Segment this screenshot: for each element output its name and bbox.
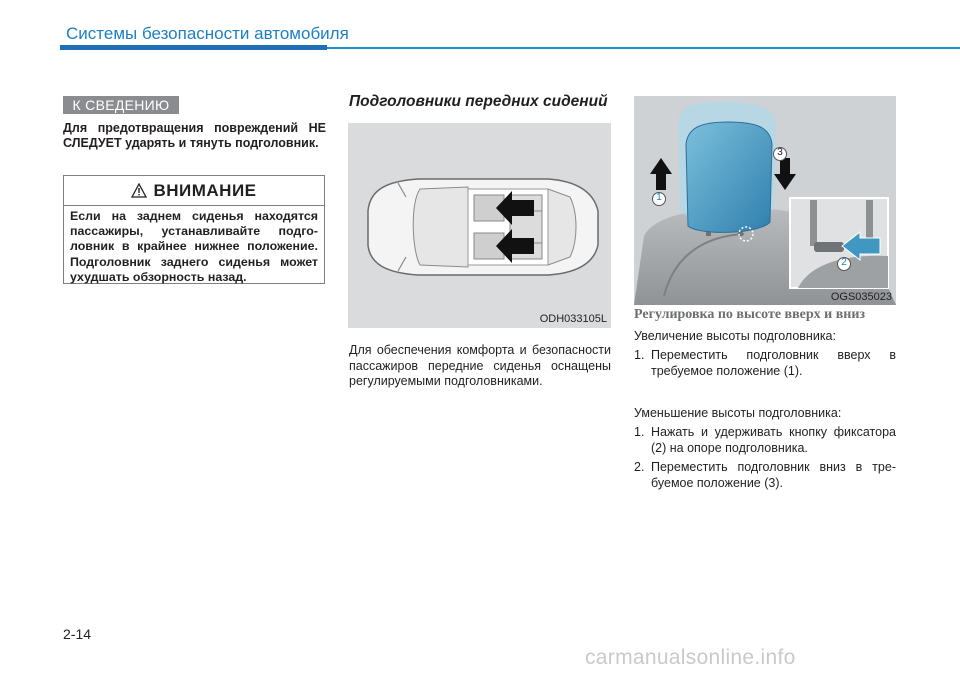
figure-label-2: 2 xyxy=(841,257,847,268)
up-arrow xyxy=(650,158,672,190)
lower-intro: Уменьшение высоты подголовника: xyxy=(634,406,842,420)
lower-step-text: Нажать и удерживать кнопку фиксатора (2) на опоре подголовника. xyxy=(651,425,896,455)
caution-header xyxy=(64,176,324,206)
lower-step-number: 2. xyxy=(634,460,645,474)
front-headrests-heading: Подголовники передних сидений xyxy=(349,93,608,110)
notice-tag: К СВЕДЕНИЮ xyxy=(63,96,179,114)
header-rule-dark xyxy=(60,45,327,50)
car-top-view-figure xyxy=(348,123,611,328)
header-rule-light xyxy=(327,47,960,49)
figure-label-3: 3 xyxy=(777,147,783,158)
down-arrow xyxy=(774,158,796,190)
figure-label-1: 1 xyxy=(656,192,662,203)
height-adjust-subheading: Регулировка по высоте вверх и вниз xyxy=(634,307,866,322)
notice-text: Для предотвращения повреждений НЕ СЛЕДУЕТ ударять и тянуть подголовник. xyxy=(63,121,326,150)
middle-paragraph: Для обеспечения комфорта и безопасности пассажиров передние сиденья оснащены регулируемыми подголовниками. xyxy=(349,343,611,388)
raise-intro: Увеличение высоты подголовника: xyxy=(634,329,836,343)
raise-step-1 xyxy=(634,348,896,379)
lower-step-1 xyxy=(634,425,896,456)
caution-box xyxy=(63,175,325,284)
lower-step-number: 1. xyxy=(634,425,645,439)
lower-step-2 xyxy=(634,460,896,491)
raise-step-number: 1. xyxy=(634,348,645,362)
caution-text: Если на заднем сиденья находятся пассажиры, устанавливайте подголовник в крайнее нижнее положение. Подголовник заднего сиденья может ухудшать обзорность назад. xyxy=(70,209,318,284)
headrest-illustration xyxy=(634,96,896,305)
watermark: carmanualsonline.info xyxy=(585,646,796,669)
figure-code-car: ODH033105L xyxy=(539,313,607,325)
car-top-view-illustration xyxy=(348,123,611,328)
lower-step-text: Переместить подголовник вниз в требуемое положение (3). xyxy=(651,460,896,490)
warning-icon xyxy=(131,183,147,198)
caution-title: ВНИМАНИЕ xyxy=(153,180,257,200)
section-title: Системы безопасности автомобиля xyxy=(66,24,349,43)
headrest-figure xyxy=(634,96,896,305)
page-number: 2-14 xyxy=(63,626,92,642)
figure-code-headrest: OGS035023 xyxy=(830,291,892,303)
raise-step-text: Переместить подголовник вверх в требуемое положение (1). xyxy=(651,348,896,378)
